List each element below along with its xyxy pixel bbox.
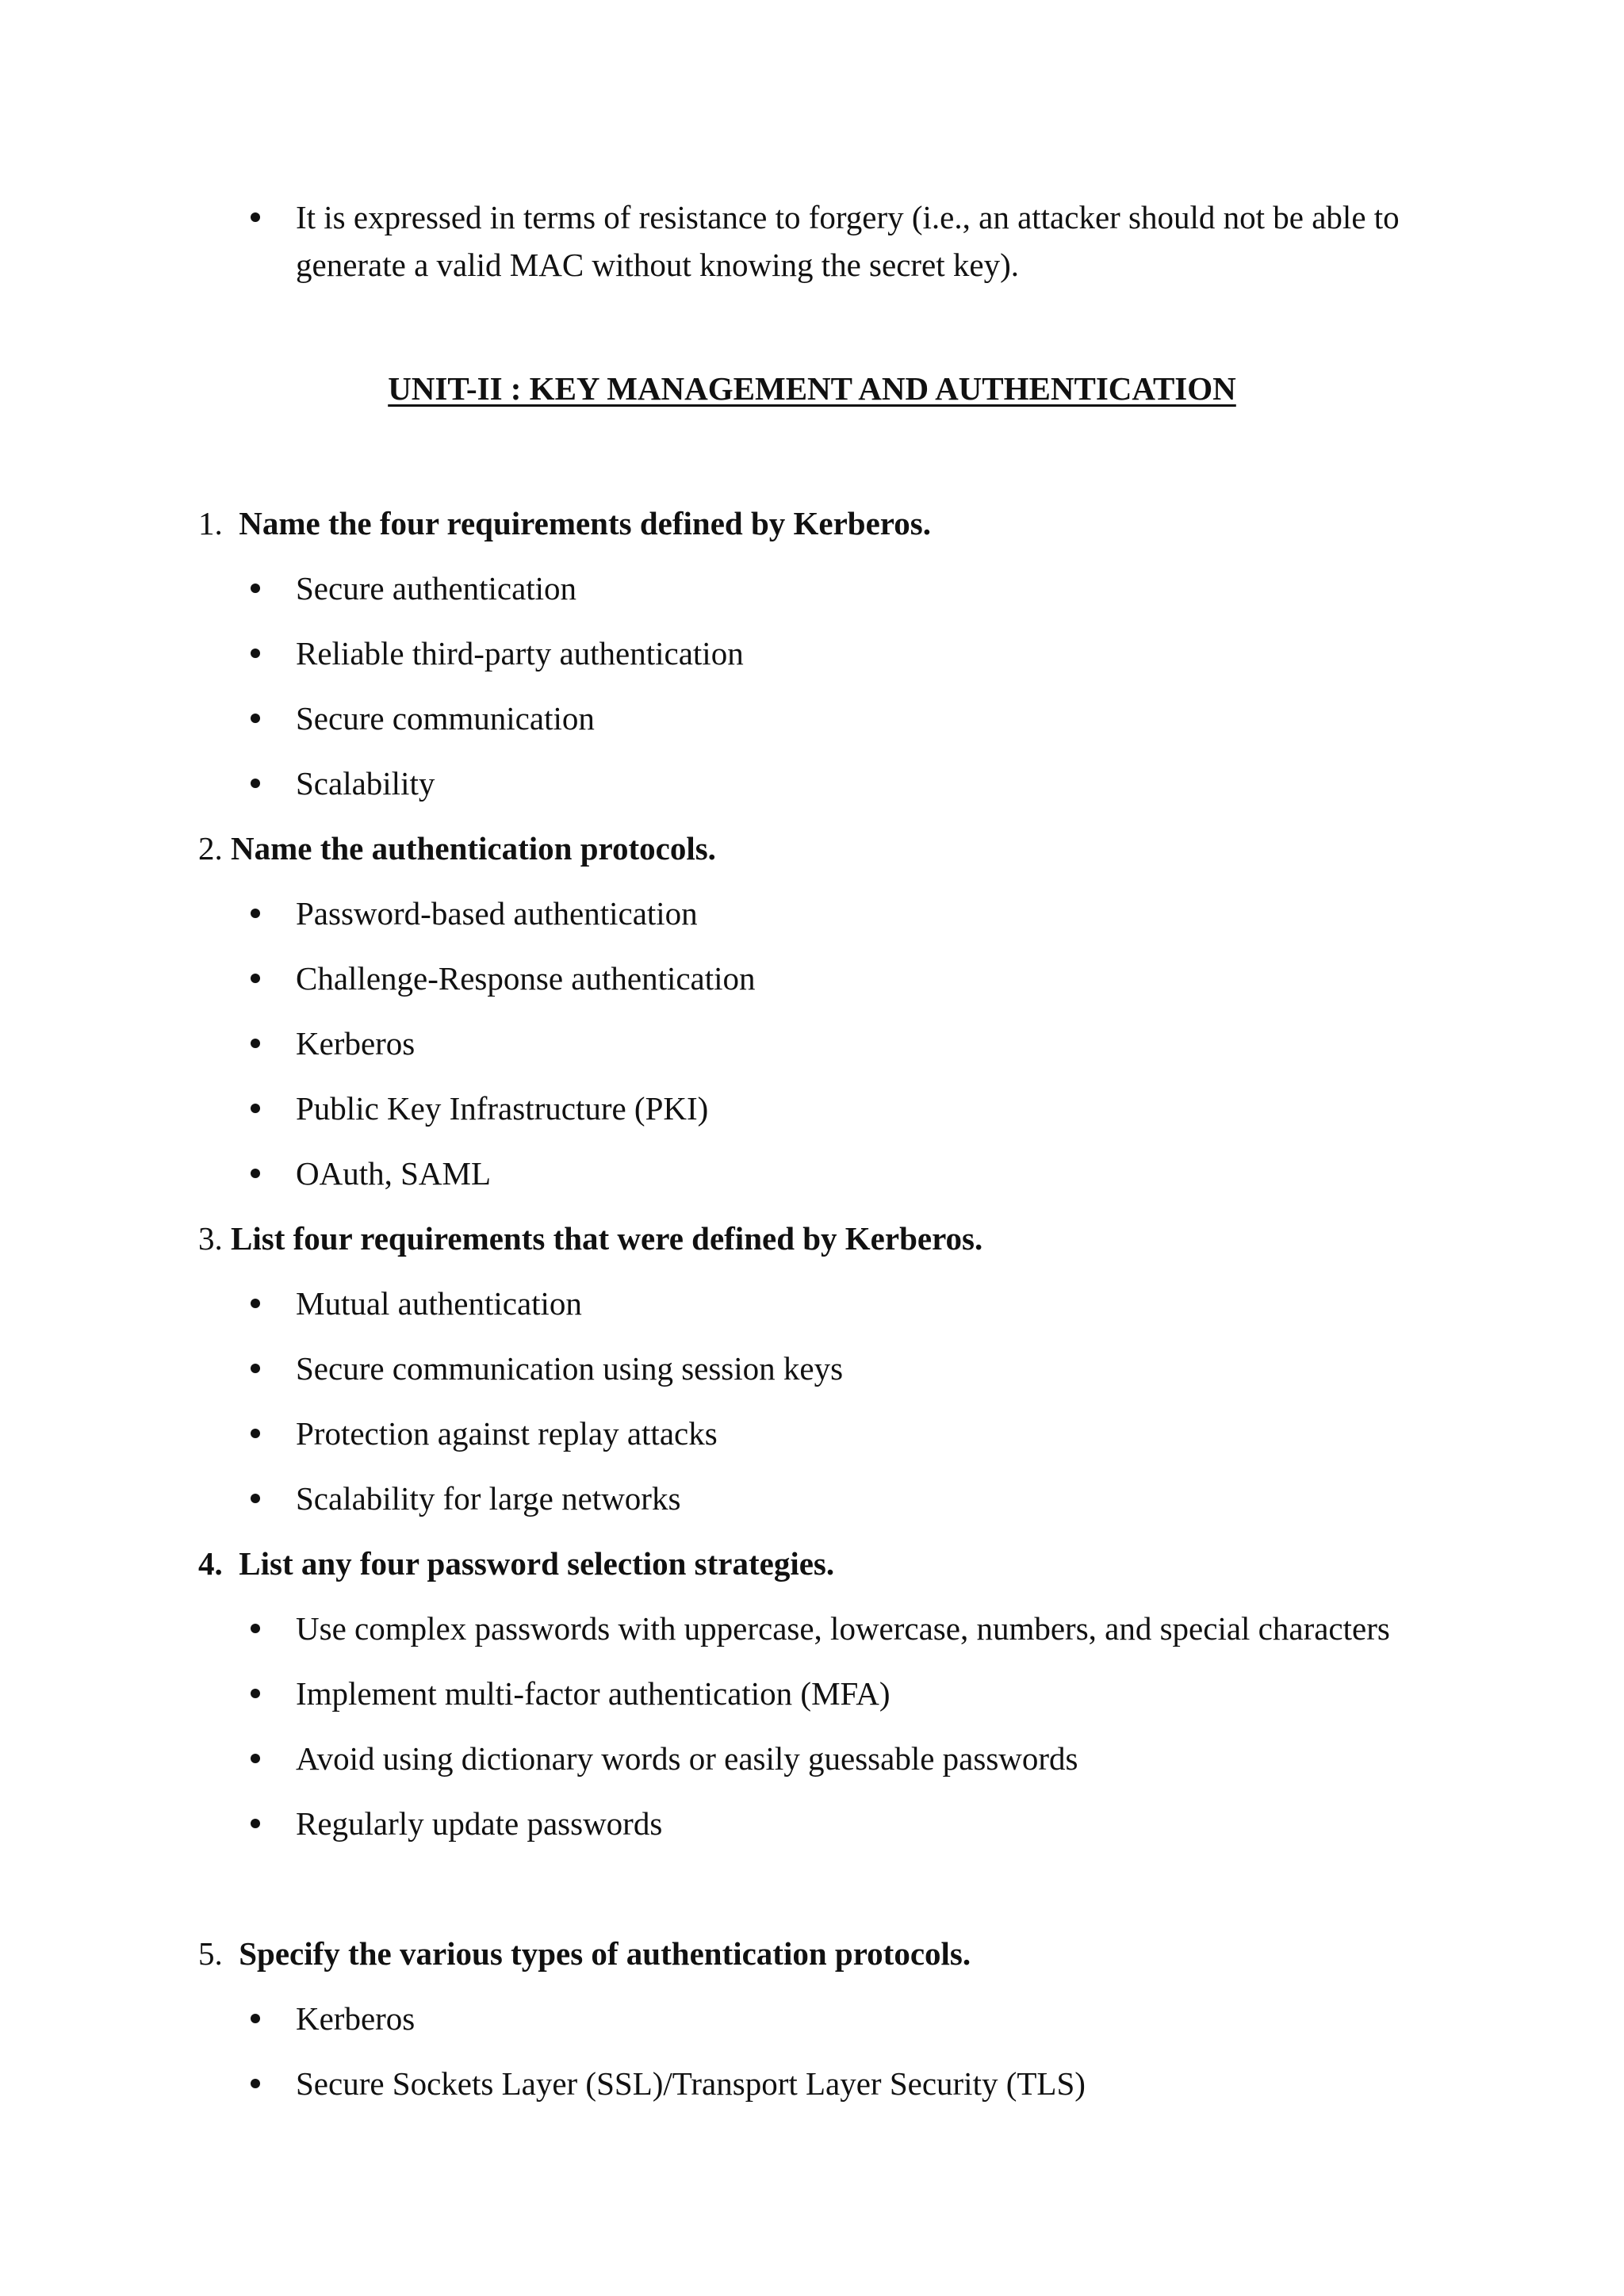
bullet-dot	[251, 1494, 260, 1503]
answer-item: Scalability	[296, 765, 435, 802]
bullet-dot	[251, 909, 260, 918]
bullet-dot	[251, 1104, 260, 1113]
question-text: List four requirements that were defined by Kerberos.	[231, 1220, 983, 1257]
intro-bullet-line-1: It is expressed in terms of resistance to forgery (i.e., an attacker should not be able to	[296, 199, 1400, 235]
question-number: 2.	[198, 830, 223, 867]
bullet-dot	[251, 1754, 260, 1763]
bullet-dot	[251, 779, 260, 788]
intro-bullet-line-2: generate a valid MAC without knowing the secret key).	[296, 247, 1019, 283]
bullet-dot	[251, 974, 260, 983]
bullet-dot	[251, 1689, 260, 1698]
answer-item: Kerberos	[296, 1025, 416, 1062]
bullet-dot	[251, 1299, 260, 1308]
unit-title: UNIT-II : KEY MANAGEMENT AND AUTHENTICATION	[388, 370, 1236, 407]
question-text: Name the authentication protocols.	[231, 830, 716, 867]
question-number: 3.	[198, 1220, 223, 1257]
question-text: Specify the various types of authentication protocols.	[239, 1935, 971, 1972]
question-4	[198, 1540, 834, 1587]
question-2	[198, 825, 716, 872]
answer-item: Secure Sockets Layer (SSL)/Transport Layer Security (TLS)	[296, 2065, 1086, 2102]
answer-item: Public Key Infrastructure (PKI)	[296, 1090, 709, 1127]
bullet-dot	[251, 714, 260, 723]
answer-item: Secure communication using session keys	[296, 1350, 844, 1387]
bullet-dot	[251, 2079, 260, 2088]
bullet-dot	[251, 649, 260, 658]
bullet-dot	[251, 584, 260, 593]
bullet-dot	[251, 1624, 260, 1633]
bullet-dot	[251, 2014, 260, 2023]
answer-item: Reliable third-party authentication	[296, 635, 744, 672]
answer-item: Regularly update passwords	[296, 1805, 663, 1842]
question-3	[198, 1215, 982, 1262]
question-1	[198, 499, 931, 547]
question-5	[198, 1930, 971, 1977]
answer-item: Protection against replay attacks	[296, 1415, 718, 1452]
answer-item: Password-based authentication	[296, 895, 698, 932]
answer-item: Implement multi-factor authentication (MFA)	[296, 1675, 891, 1712]
answer-item: Secure communication	[296, 700, 595, 737]
question-number: 4.	[198, 1545, 223, 1582]
bullet-dot	[251, 1039, 260, 1048]
bullet-dot	[251, 1819, 260, 1828]
bullet-dot	[251, 1364, 260, 1373]
answer-item: Kerberos	[296, 2000, 416, 2037]
question-number: 1.	[198, 505, 223, 541]
question-text: Name the four requirements defined by Kerberos.	[239, 505, 931, 541]
answer-item: OAuth, SAML	[296, 1155, 492, 1192]
question-text: List any four password selection strategies.	[239, 1545, 835, 1582]
bullet-dot	[251, 1429, 260, 1438]
answer-item: Mutual authentication	[296, 1285, 582, 1322]
answer-item: Secure authentication	[296, 570, 577, 607]
answer-item: Avoid using dictionary words or easily guessable passwords	[296, 1740, 1078, 1777]
answer-item: Scalability for large networks	[296, 1480, 681, 1517]
answer-item: Challenge-Response authentication	[296, 960, 756, 997]
question-number: 5.	[198, 1935, 223, 1972]
bullet-dot	[251, 1169, 260, 1178]
answer-item: Use complex passwords with uppercase, lowercase, numbers, and special characters	[296, 1610, 1390, 1647]
bullet-dot	[251, 212, 260, 222]
